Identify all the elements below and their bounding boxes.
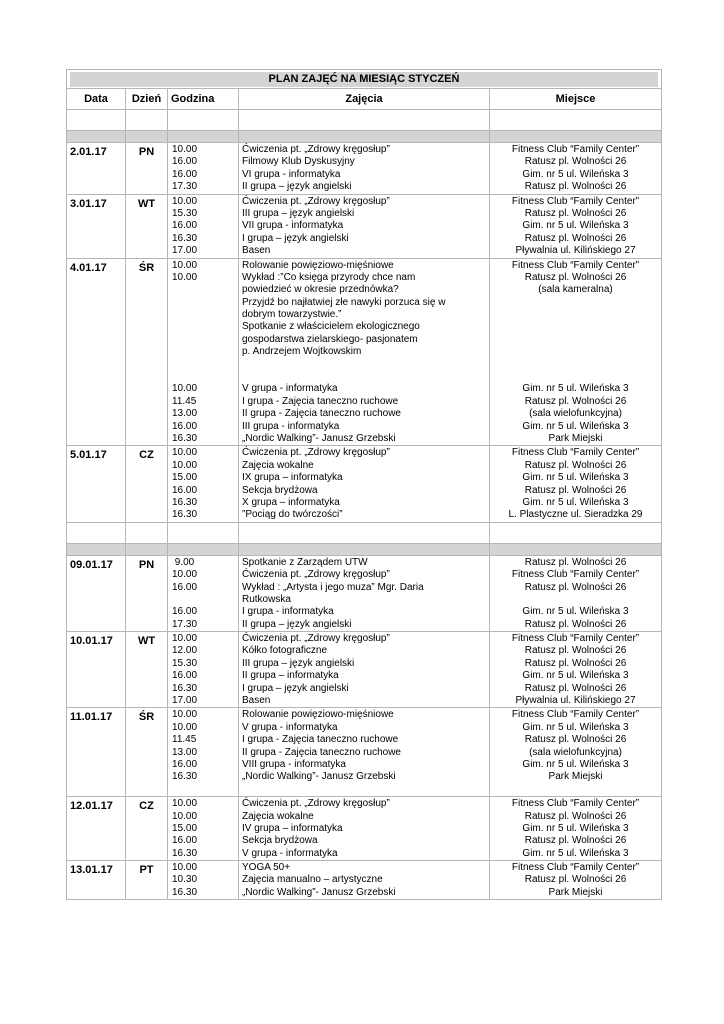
- places-cell: [490, 258, 662, 446]
- activity-line: I grupa - Zajęcia taneczno ruchowe: [242, 734, 399, 746]
- activity-line: „Nordic Walking”- Janusz Grzebski: [242, 432, 396, 444]
- hour-line: 16.00: [172, 420, 198, 432]
- column-header-date: Data: [67, 89, 126, 110]
- date-cell: 4.01.17: [67, 258, 126, 446]
- hour-line: 10.00: [172, 447, 198, 459]
- activity-line: III grupa - informatyka: [242, 420, 340, 432]
- activities-cell: [239, 632, 490, 708]
- place-line: Ratusz pl. Wolności 26: [524, 459, 627, 471]
- hour-line: 15.00: [172, 472, 198, 484]
- place-line: Ratusz pl. Wolności 26: [524, 484, 627, 496]
- place-line: Fitness Club “Family Center”: [511, 798, 640, 810]
- weekday-cell: ŚR: [126, 708, 168, 797]
- hour-line: 10.00: [172, 862, 198, 874]
- place-line: [490, 594, 661, 606]
- hour-line: [172, 371, 238, 383]
- place-line: (sala wielofunkcyjna): [529, 408, 622, 420]
- hour-line: 16.00: [172, 606, 198, 618]
- activity-line: Ćwiczenia pt. „Zdrowy kręgosłup”: [242, 633, 390, 645]
- activity-line: [242, 784, 489, 796]
- activity-line: I grupa – język angielski: [242, 232, 349, 244]
- place-line: Gim. nr 5 ul. Wileńska 3: [522, 472, 629, 484]
- activities-cell: [239, 861, 490, 900]
- hour-line: 13.00: [172, 408, 198, 420]
- place-line: Ratusz pl. Wolności 26: [524, 657, 627, 669]
- activity-line: Przyjdź bo najłatwiej złe nawyki porzuca się w: [242, 296, 446, 308]
- day-row: [67, 632, 662, 708]
- place-line: [490, 297, 661, 309]
- column-header-hour: Godzina: [168, 89, 239, 110]
- activity-line: IX grupa – informatyka: [242, 472, 343, 484]
- weekday-cell: WT: [126, 632, 168, 708]
- place-line: Ratusz pl. Wolności 26: [524, 395, 627, 407]
- hour-line: 16.30: [172, 509, 198, 521]
- place-line: Ratusz pl. Wolności 26: [524, 271, 627, 283]
- hour-line: 16.00: [172, 835, 198, 847]
- activity-line: II grupa – język angielski: [242, 181, 352, 193]
- hour-line: [172, 334, 238, 346]
- place-line: Fitness Club “Family Center”: [511, 144, 640, 155]
- date-cell: 2.01.17: [67, 143, 126, 195]
- place-line: (sala wielofunkcyjna): [529, 746, 622, 758]
- place-line: Pływalnia ul. Kilińskiego 27: [515, 245, 636, 257]
- weekday-cell: CZ: [126, 446, 168, 522]
- hour-line: 16.30: [172, 847, 198, 859]
- activity-line: „Nordic Walking”- Janusz Grzebski: [242, 886, 396, 898]
- hour-line: 17.00: [172, 695, 198, 707]
- hour-line: [172, 359, 238, 371]
- activity-line: p. Andrzejem Wojtkowskim: [242, 346, 362, 358]
- activity-line: III grupa – język angielski: [242, 207, 355, 219]
- place-line: Ratusz pl. Wolności 26: [524, 682, 627, 694]
- week-separator-row: [67, 543, 662, 555]
- blank-row: [67, 522, 662, 543]
- place-line: Gim. nr 5 ul. Wileńska 3: [522, 220, 629, 232]
- place-line: [490, 371, 661, 383]
- activity-line: Spotkanie z Zarządem UTW: [242, 556, 368, 568]
- hour-line: 11.45: [172, 734, 197, 746]
- place-line: Fitness Club “Family Center”: [511, 569, 640, 581]
- activity-line: II grupa – język angielski: [242, 618, 352, 630]
- hour-line: [172, 284, 238, 296]
- weekday-cell: PN: [126, 555, 168, 631]
- place-line: Gim. nr 5 ul. Wileńska 3: [522, 822, 629, 834]
- activities-cell: [239, 143, 490, 195]
- activity-line: Spotkanie z właścicielem ekologicznego: [242, 321, 420, 333]
- places-cell: [490, 861, 662, 900]
- place-line: Ratusz pl. Wolności 26: [524, 874, 627, 886]
- hours-cell: [168, 797, 239, 861]
- activities-cell: [239, 797, 490, 861]
- place-line: Gim. nr 5 ul. Wileńska 3: [522, 168, 629, 180]
- hour-line: [172, 321, 238, 333]
- hours-cell: [168, 258, 239, 446]
- hour-line: 16.00: [172, 168, 198, 180]
- activity-line: V grupa - informatyka: [242, 847, 338, 859]
- date-cell: 12.01.17: [67, 797, 126, 861]
- activity-line: Wykład :”Co księga przyrody chce nam: [242, 271, 416, 283]
- hour-line: 16.30: [172, 432, 198, 444]
- activity-line: dobrym towarzystwie.”: [242, 309, 342, 321]
- place-line: Park Miejski: [548, 432, 603, 444]
- hour-line: 10.00: [172, 633, 198, 645]
- place-line: Ratusz pl. Wolności 26: [524, 645, 627, 657]
- weekday-cell: PT: [126, 861, 168, 900]
- place-line: Gim. nr 5 ul. Wileńska 3: [522, 606, 629, 618]
- title-row: [67, 70, 662, 89]
- place-line: Ratusz pl. Wolności 26: [524, 232, 627, 244]
- activity-line: Rutkowska: [242, 593, 291, 605]
- hours-cell: [168, 143, 239, 195]
- activity-line: Basen: [242, 245, 271, 257]
- hour-line: 15.00: [172, 822, 198, 834]
- place-line: Ratusz pl. Wolności 26: [524, 835, 627, 847]
- hour-line: 10.00: [172, 569, 198, 581]
- hour-line: 16.30: [172, 682, 198, 694]
- hour-line: 10.00: [172, 144, 198, 155]
- hour-line: 10.00: [172, 459, 198, 471]
- date-cell: 3.01.17: [67, 194, 126, 258]
- place-line: [490, 784, 661, 796]
- weekday-cell: PN: [126, 143, 168, 195]
- hour-line: 10.00: [172, 798, 198, 810]
- schedule-sheet: [66, 69, 661, 900]
- hour-line: 17.30: [172, 181, 198, 193]
- activity-line: Rolowanie powięziowo-mięśniowe: [242, 259, 394, 271]
- hour-line: 16.30: [172, 496, 198, 508]
- place-line: L. Plastyczne ul. Sieradzka 29: [508, 509, 643, 521]
- hour-line: 16.00: [172, 484, 198, 496]
- blank-row: [67, 110, 662, 131]
- hour-line: 10.00: [172, 810, 198, 822]
- activity-line: I grupa - Zajęcia taneczno ruchowe: [242, 395, 399, 407]
- activity-line: VIII grupa - informatyka: [242, 758, 346, 770]
- activity-line: Ćwiczenia pt. „Zdrowy kręgosłup”: [242, 144, 390, 155]
- activity-line: [242, 359, 489, 371]
- place-line: Fitness Club “Family Center”: [511, 447, 640, 459]
- activity-line: V grupa - informatyka: [242, 383, 338, 395]
- activity-line: „Nordic Walking”- Janusz Grzebski: [242, 771, 396, 783]
- place-line: [490, 334, 661, 346]
- hour-line: 16.30: [172, 232, 198, 244]
- date-cell: 13.01.17: [67, 861, 126, 900]
- hour-line: 12.00: [172, 645, 198, 657]
- date-cell: 11.01.17: [67, 708, 126, 797]
- place-line: Fitness Club “Family Center”: [511, 195, 640, 207]
- activity-line: Kółko fotograficzne: [242, 645, 328, 657]
- date-cell: 5.01.17: [67, 446, 126, 522]
- activity-line: Rolowanie powięziowo-mięśniowe: [242, 709, 394, 721]
- weekday-cell: ŚR: [126, 258, 168, 446]
- place-line: [490, 309, 661, 321]
- week-separator-row: [67, 131, 662, 143]
- hours-cell: [168, 194, 239, 258]
- places-cell: [490, 632, 662, 708]
- hour-line: 13.00: [172, 746, 198, 758]
- day-row: [67, 797, 662, 861]
- place-line: Pływalnia ul. Kilińskiego 27: [515, 695, 636, 707]
- hour-line: 16.00: [172, 758, 198, 770]
- activity-line: [242, 371, 489, 383]
- place-line: Ratusz pl. Wolności 26: [524, 181, 627, 193]
- place-line: Park Miejski: [548, 886, 603, 898]
- activity-line: Ćwiczenia pt. „Zdrowy kręgosłup”: [242, 798, 390, 810]
- hours-cell: [168, 861, 239, 900]
- date-cell: 09.01.17: [67, 555, 126, 631]
- activity-line: Sekcja brydżowa: [242, 835, 318, 847]
- column-header-place: Miejsce: [490, 89, 662, 110]
- day-row: [67, 446, 662, 522]
- hours-cell: [168, 446, 239, 522]
- activities-cell: [239, 446, 490, 522]
- place-line: Ratusz pl. Wolności 26: [524, 810, 627, 822]
- place-line: Fitness Club “Family Center”: [511, 709, 640, 721]
- hour-line: 16.00: [172, 220, 198, 232]
- activity-line: Zajęcia wokalne: [242, 810, 314, 822]
- activities-cell: [239, 708, 490, 797]
- day-row: [67, 555, 662, 631]
- activity-line: VI grupa - informatyka: [242, 168, 341, 180]
- activities-cell: [239, 555, 490, 631]
- place-line: Ratusz pl. Wolności 26: [524, 207, 627, 219]
- day-row: [67, 708, 662, 797]
- column-header-day: Dzień: [126, 89, 168, 110]
- hour-line: [172, 594, 238, 606]
- activity-line: II grupa - Zajęcia taneczno ruchowe: [242, 408, 401, 420]
- page-title: PLAN ZAJĘĆ NA MIESIĄC STYCZEŃ: [70, 72, 658, 87]
- hour-line: 15.30: [172, 207, 198, 219]
- activity-line: VII grupa - informatyka: [242, 220, 344, 232]
- day-row: [67, 143, 662, 195]
- place-line: [490, 346, 661, 358]
- hour-line: 11.45: [172, 395, 197, 407]
- place-line: Gim. nr 5 ul. Wileńska 3: [522, 670, 629, 682]
- activities-cell: [239, 258, 490, 446]
- place-line: [490, 359, 661, 371]
- activity-line: X grupa – informatyka: [242, 496, 340, 508]
- places-cell: [490, 797, 662, 861]
- activity-line: Wykład : „Artysta i jego muza” Mgr. Daria: [242, 581, 424, 593]
- hour-line: 10.00: [172, 383, 198, 395]
- place-line: Gim. nr 5 ul. Wileńska 3: [522, 721, 629, 733]
- places-cell: [490, 446, 662, 522]
- place-line: Ratusz pl. Wolności 26: [524, 156, 627, 168]
- hour-line: 16.00: [172, 156, 198, 168]
- hour-line: 16.30: [172, 886, 198, 898]
- hour-line: 16.00: [172, 670, 198, 682]
- activity-line: V grupa - informatyka: [242, 721, 338, 733]
- hour-line: 15.30: [172, 657, 198, 669]
- hour-line: [172, 297, 238, 309]
- activity-line: Basen: [242, 695, 271, 707]
- hour-line: 17.00: [172, 245, 198, 257]
- activities-cell: [239, 194, 490, 258]
- activity-line: Zajęcia manualno – artystyczne: [242, 874, 383, 886]
- hour-line: 17.30: [172, 618, 198, 630]
- activity-line: Ćwiczenia pt. „Zdrowy kręgosłup”: [242, 195, 390, 207]
- hour-line: 16.00: [172, 581, 198, 593]
- activity-line: Sekcja brydżowa: [242, 484, 318, 496]
- hour-line: 10.00: [172, 271, 198, 283]
- places-cell: [490, 555, 662, 631]
- day-row: [67, 861, 662, 900]
- hours-cell: [168, 632, 239, 708]
- hour-line: 10.30: [172, 874, 198, 886]
- activity-line: III grupa – język angielski: [242, 657, 355, 669]
- hour-line: 10.00: [172, 195, 198, 207]
- header-row: [67, 89, 662, 110]
- place-line: Park Miejski: [548, 771, 603, 783]
- hours-cell: [168, 708, 239, 797]
- place-line: Gim. nr 5 ul. Wileńska 3: [522, 496, 629, 508]
- activity-line: II grupa - Zajęcia taneczno ruchowe: [242, 746, 401, 758]
- hour-line: 10.00: [172, 721, 198, 733]
- place-line: Gim. nr 5 ul. Wileńska 3: [522, 758, 629, 770]
- place-line: Gim. nr 5 ul. Wileńska 3: [522, 383, 629, 395]
- weekday-cell: CZ: [126, 797, 168, 861]
- place-line: Ratusz pl. Wolności 26: [524, 581, 627, 593]
- activity-line: Ćwiczenia pt. „Zdrowy kręgosłup”: [242, 447, 390, 459]
- activity-line: YOGA 50+: [242, 862, 291, 874]
- activity-line: IV grupa – informatyka: [242, 822, 343, 834]
- place-line: Fitness Club “Family Center”: [511, 862, 640, 874]
- hour-line: 10.00: [172, 709, 198, 721]
- places-cell: [490, 194, 662, 258]
- hour-line: [172, 784, 238, 796]
- hour-line: [172, 309, 238, 321]
- activity-line: Zajęcia wokalne: [242, 459, 314, 471]
- place-line: Fitness Club “Family Center”: [511, 259, 640, 271]
- weekday-cell: WT: [126, 194, 168, 258]
- hours-cell: [168, 555, 239, 631]
- places-cell: [490, 708, 662, 797]
- hour-line: 10.00: [172, 259, 198, 271]
- places-cell: [490, 143, 662, 195]
- hour-line: [172, 346, 238, 358]
- place-line: Ratusz pl. Wolności 26: [524, 556, 627, 568]
- activity-line: I grupa - informatyka: [242, 606, 334, 618]
- schedule-table: [66, 69, 662, 900]
- activity-line: gospodarstwa zielarskiego- pasjonatem: [242, 333, 418, 345]
- place-line: Ratusz pl. Wolności 26: [524, 618, 627, 630]
- activity-line: I grupa – język angielski: [242, 682, 349, 694]
- hour-line: 16.30: [172, 771, 198, 783]
- activity-line: powiedzieć w okresie przednówka?: [242, 284, 399, 296]
- hour-line: 9.00: [172, 556, 195, 568]
- day-row: [67, 194, 662, 258]
- day-row: [67, 258, 662, 446]
- activity-line: ”Pociąg do twórczości”: [242, 509, 343, 521]
- date-cell: 10.01.17: [67, 632, 126, 708]
- place-line: Gim. nr 5 ul. Wileńska 3: [522, 847, 629, 859]
- place-line: Gim. nr 5 ul. Wileńska 3: [522, 420, 629, 432]
- activity-line: II grupa – informatyka: [242, 670, 339, 682]
- place-line: [490, 321, 661, 333]
- place-line: Fitness Club “Family Center”: [511, 633, 640, 645]
- place-line: (sala kameralna): [538, 284, 613, 296]
- activity-line: Filmowy Klub Dyskusyjny: [242, 156, 355, 168]
- activity-line: Ćwiczenia pt. „Zdrowy kręgosłup”: [242, 569, 390, 581]
- column-header-activities: Zajęcia: [239, 89, 490, 110]
- place-line: Ratusz pl. Wolności 26: [524, 734, 627, 746]
